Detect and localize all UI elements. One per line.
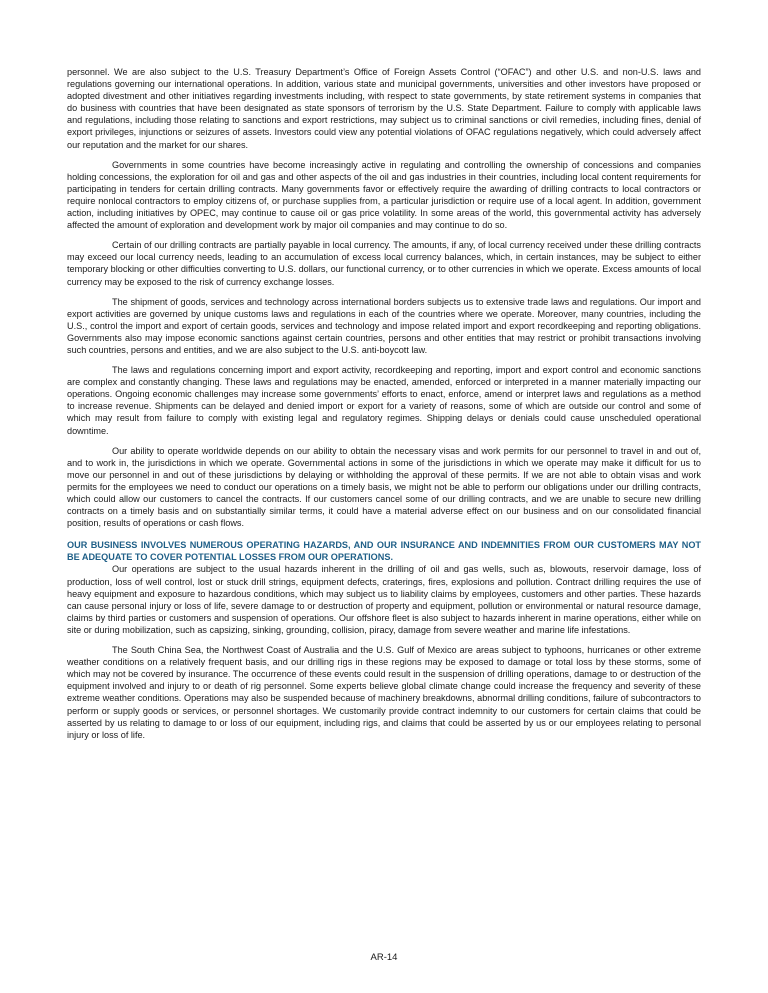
paragraph-import-export-regulations: The laws and regulations concerning import and export activity, recordkeeping and reporting, import and export control and economic sanctions are complex and constantly changing. These laws and regulations may be enacted, amended, enforced or interpreted in a manner materially impacting our operations. Ongoing economic challenges may increase some governments’ efforts to enact, enforce, amend or interpret laws and regulations as a method to increase revenue. Shipments can be delayed and denied import or export for a variety of reasons, some of which are outside our control and some of which may result from failure to comply with existing legal and regulatory regimes. Shipping delays or denials could cause unscheduled operational downtime. bbox=[67, 365, 701, 436]
section-heading-operating-hazards: OUR BUSINESS INVOLVES NUMEROUS OPERATING HAZARDS, AND OUR INSURANCE AND INDEMNITIES FROM OUR CUSTOMERS MAY NOT BE ADEQUATE TO COVER POTENTIAL LOSSES FROM OUR OPERATIONS. bbox=[67, 540, 701, 563]
paragraph-trade-laws: The shipment of goods, services and technology across international borders subjects us to extensive trade laws and regulations. Our import and export activities are governed by unique customs laws and regulations in each of the countries where we operate. Moreover, many countries, including the U.S., control the import and export of certain goods, services and technology and impose related import and export recordkeeping and reporting obligations. Governments also may impose economic sanctions against certain countries, persons and other entities that may restrict or prohibit transactions involving such countries, persons and entities, and we are also subject to the U.S. anti-boycott law. bbox=[67, 296, 701, 355]
paragraph-ofac: personnel. We are also subject to the U.S. Treasury Department’s Office of Foreign Assets Control (“OFAC”) and other U.S. and non-U.S. laws and regulations governing our international operations. In addition, various state and municipal governments, universities and other investors have proposed or adopted divestment and other initiatives regarding investments including, with respect to state governments, by state retirement systems in companies that do business with countries that have been designated as state sponsors of terrorism by the U.S. State Department. Failure to comply with applicable laws and regulations, including those relating to sanctions and export restrictions, may subject us to criminal sanctions or civil remedies, including fines, denial of export privileges, injunctions or seizures of assets. Investors could view any potential violations of OFAC regulations negatively, which could adversely affect our reputation and the market for our shares. bbox=[67, 67, 701, 150]
page-number: AR-14 bbox=[370, 952, 398, 963]
paragraph-government-concessions: Governments in some countries have become increasingly active in regulating and controlling the ownership of concessions and companies holding concessions, the exploration for oil and gas and other aspects of the oil and gas industries in their countries, including local content requirements for participating in tenders for certain drilling contracts. Many governments favor or effectively require the awarding of drilling contracts to local contractors or require nonlocal contractors to employ citizens of, or purchase supplies from, a particular jurisdiction or require use of a local agent. In addition, government action, including initiatives by OPEC, may continue to cause oil or gas price volatility. In some areas of the world, this governmental activity has adversely affected the amount of exploration and development work by major oil companies and may continue to do so. bbox=[67, 159, 701, 231]
paragraph-drilling-hazards: Our operations are subject to the usual hazards inherent in the drilling of oil and gas wells, such as, blowouts, reservoir damage, loss of production, loss of well control, lost or stuck drill strings, equipment defects, craterings, fires, explosions and pollution. Contract drilling requires the use of heavy equipment and exposure to hazardous conditions, which may subject us to liability claims by employees, customers and other parties. These hazards can cause personal injury or loss of life, severe damage to or destruction of property and equipment, pollution or environmental or natural resource damage, claims by third parties or customers and suspension of operations. Our offshore fleet is also subject to hazards inherent in marine operations, either while on site or during mobilization, such as capsizing, sinking, grounding, collision, piracy, damage from severe weather and marine life infestations. bbox=[67, 564, 701, 635]
document-page bbox=[67, 66, 701, 749]
paragraph-extreme-weather: The South China Sea, the Northwest Coast of Australia and the U.S. Gulf of Mexico are areas subject to typhoons, hurricanes or other extreme weather conditions on a relatively frequent basis, and our drilling rigs in these regions may be exposed to damage or total loss by these storms, some of which may not be covered by insurance. The occurrence of these events could result in the suspension of drilling operations, damage to or destruction of the equipment involved and injury to or death of rig personnel. Some experts believe global climate change could increase the frequency and severity of these extreme weather conditions. Operations may also be suspended because of machinery breakdowns, abnormal drilling conditions, failure of subcontractors to perform or supply goods or services, or personnel shortages. We customarily provide contract indemnity to our customers for certain claims that could be asserted by us relating to damage to or loss of our equipment, including rigs, and claims that could be asserted by us or our employees relating to personal injury or loss of life. bbox=[67, 645, 701, 740]
paragraph-local-currency: Certain of our drilling contracts are partially payable in local currency. The amounts, if any, of local currency received under these drilling contracts may exceed our local currency needs, leading to an accumulation of excess local currency balances, which, in certain instances, may be subject to either temporary blocking or other difficulties converting to U.S. dollars, our functional currency, or to other currencies in which we operate. Excess amounts of local currency may be exposed to the risk of currency exchange losses. bbox=[67, 240, 701, 287]
paragraph-visas-work-permits: Our ability to operate worldwide depends on our ability to obtain the necessary visas and work permits for our personnel to travel in and out of, and to work in, the jurisdictions in which we operate. Governmental actions in some of the jurisdictions in which we operate may make it difficult for us to move our personnel in and out of these jurisdictions by delaying or withholding the approval of these permits. If we are not able to obtain visas and work permits for the employees we need to conduct our operations on a timely basis, we might not be able to perform our obligations under our drilling contracts, which could allow our customers to cancel the contracts. If our customers cancel some of our drilling contracts, and we are unable to secure new drilling contracts on a timely basis and on substantially similar terms, it could have a material adverse effect on our business and on our consolidated financial position, results of operations or cash flows. bbox=[67, 445, 701, 529]
